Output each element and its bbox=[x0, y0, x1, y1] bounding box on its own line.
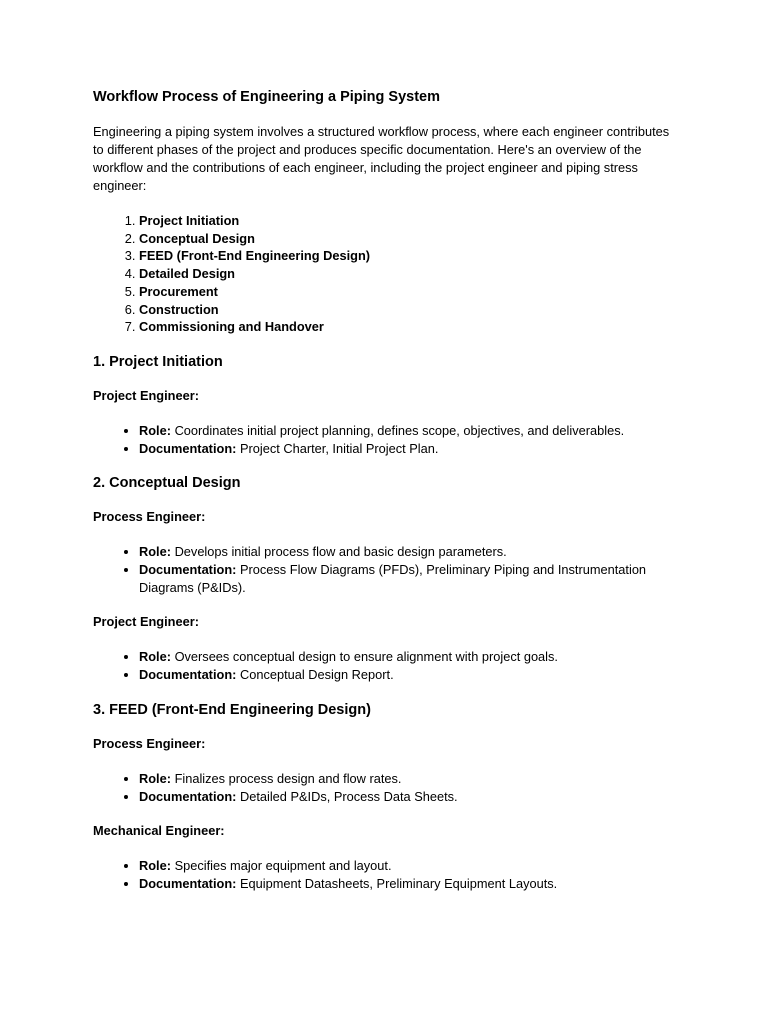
role-label: Role: bbox=[139, 770, 171, 786]
engineer-heading: Mechanical Engineer: bbox=[93, 823, 225, 839]
documentation-label: Documentation: bbox=[139, 440, 237, 456]
role-text: Coordinates initial project planning, defines scope, objectives, and deliverables. bbox=[174, 422, 625, 438]
role-label: Role: bbox=[139, 422, 171, 438]
role-item bbox=[139, 422, 708, 440]
engineer-heading: Process Engineer: bbox=[93, 509, 206, 525]
documentation-label: Documentation: bbox=[139, 875, 237, 891]
role-text: Finalizes process design and flow rates. bbox=[174, 770, 402, 786]
engineer-details bbox=[93, 857, 708, 892]
engineer-heading: Project Engineer: bbox=[93, 614, 199, 630]
documentation-item bbox=[139, 875, 708, 893]
role-item bbox=[139, 648, 708, 666]
documentation-item bbox=[139, 788, 708, 806]
documentation-label: Documentation: bbox=[139, 562, 237, 578]
section-heading: 1. Project Initiation bbox=[93, 353, 223, 370]
section-heading: 2. Conceptual Design bbox=[93, 475, 241, 492]
documentation-label: Documentation: bbox=[139, 788, 237, 804]
section-heading: 3. FEED (Front-End Engineering Design) bbox=[93, 701, 371, 718]
phase-item: 6. Construction bbox=[139, 301, 708, 319]
documentation-text: Equipment Datasheets, Preliminary Equipment Layouts. bbox=[239, 875, 558, 891]
role-label: Role: bbox=[139, 858, 171, 874]
role-label: Role: bbox=[139, 649, 171, 665]
engineer-details bbox=[93, 648, 708, 683]
engineer-heading: Process Engineer: bbox=[93, 735, 206, 751]
intro-paragraph: Engineering a piping system involves a structured workflow process, where each engineer contributes to different phases of the project and produces specific documentation. Here's an overview of the workflow and the contributions of each engineer, including the project engineer and piping stress engineer: bbox=[93, 124, 670, 193]
phase-item: 7. Commissioning and Handover bbox=[139, 318, 708, 336]
phase-item: 4. Detailed Design bbox=[139, 265, 708, 283]
role-item bbox=[139, 770, 708, 788]
documentation-text: Project Charter, Initial Project Plan. bbox=[239, 440, 439, 456]
phase-list bbox=[93, 212, 708, 336]
documentation-item bbox=[139, 561, 659, 596]
phase-item: 3. FEED (Front-End Engineering Design) bbox=[139, 247, 708, 265]
documentation-text: Process Flow Diagrams (PFDs), Preliminary Piping and Instrumentation Diagrams (P&IDs). bbox=[139, 562, 647, 595]
role-item bbox=[139, 857, 708, 875]
engineer-details bbox=[93, 422, 708, 457]
phase-item: 1. Project Initiation bbox=[139, 212, 708, 230]
role-item bbox=[139, 543, 659, 561]
engineer-heading: Project Engineer: bbox=[93, 387, 199, 403]
engineer-details bbox=[93, 770, 708, 805]
engineer-details bbox=[93, 543, 659, 596]
documentation-item bbox=[139, 666, 708, 684]
documentation-text: Conceptual Design Report. bbox=[239, 667, 394, 683]
role-text: Specifies major equipment and layout. bbox=[174, 858, 392, 874]
phase-item: 5. Procurement bbox=[139, 283, 708, 301]
role-text: Develops initial process flow and basic design parameters. bbox=[174, 544, 507, 560]
documentation-text: Detailed P&IDs, Process Data Sheets. bbox=[239, 788, 458, 804]
document-title: Workflow Process of Engineering a Piping System bbox=[93, 89, 441, 105]
role-label: Role: bbox=[139, 544, 171, 560]
documentation-label: Documentation: bbox=[139, 667, 237, 683]
phase-item: 2. Conceptual Design bbox=[139, 230, 708, 248]
documentation-item bbox=[139, 440, 708, 458]
role-text: Oversees conceptual design to ensure alignment with project goals. bbox=[174, 649, 558, 665]
